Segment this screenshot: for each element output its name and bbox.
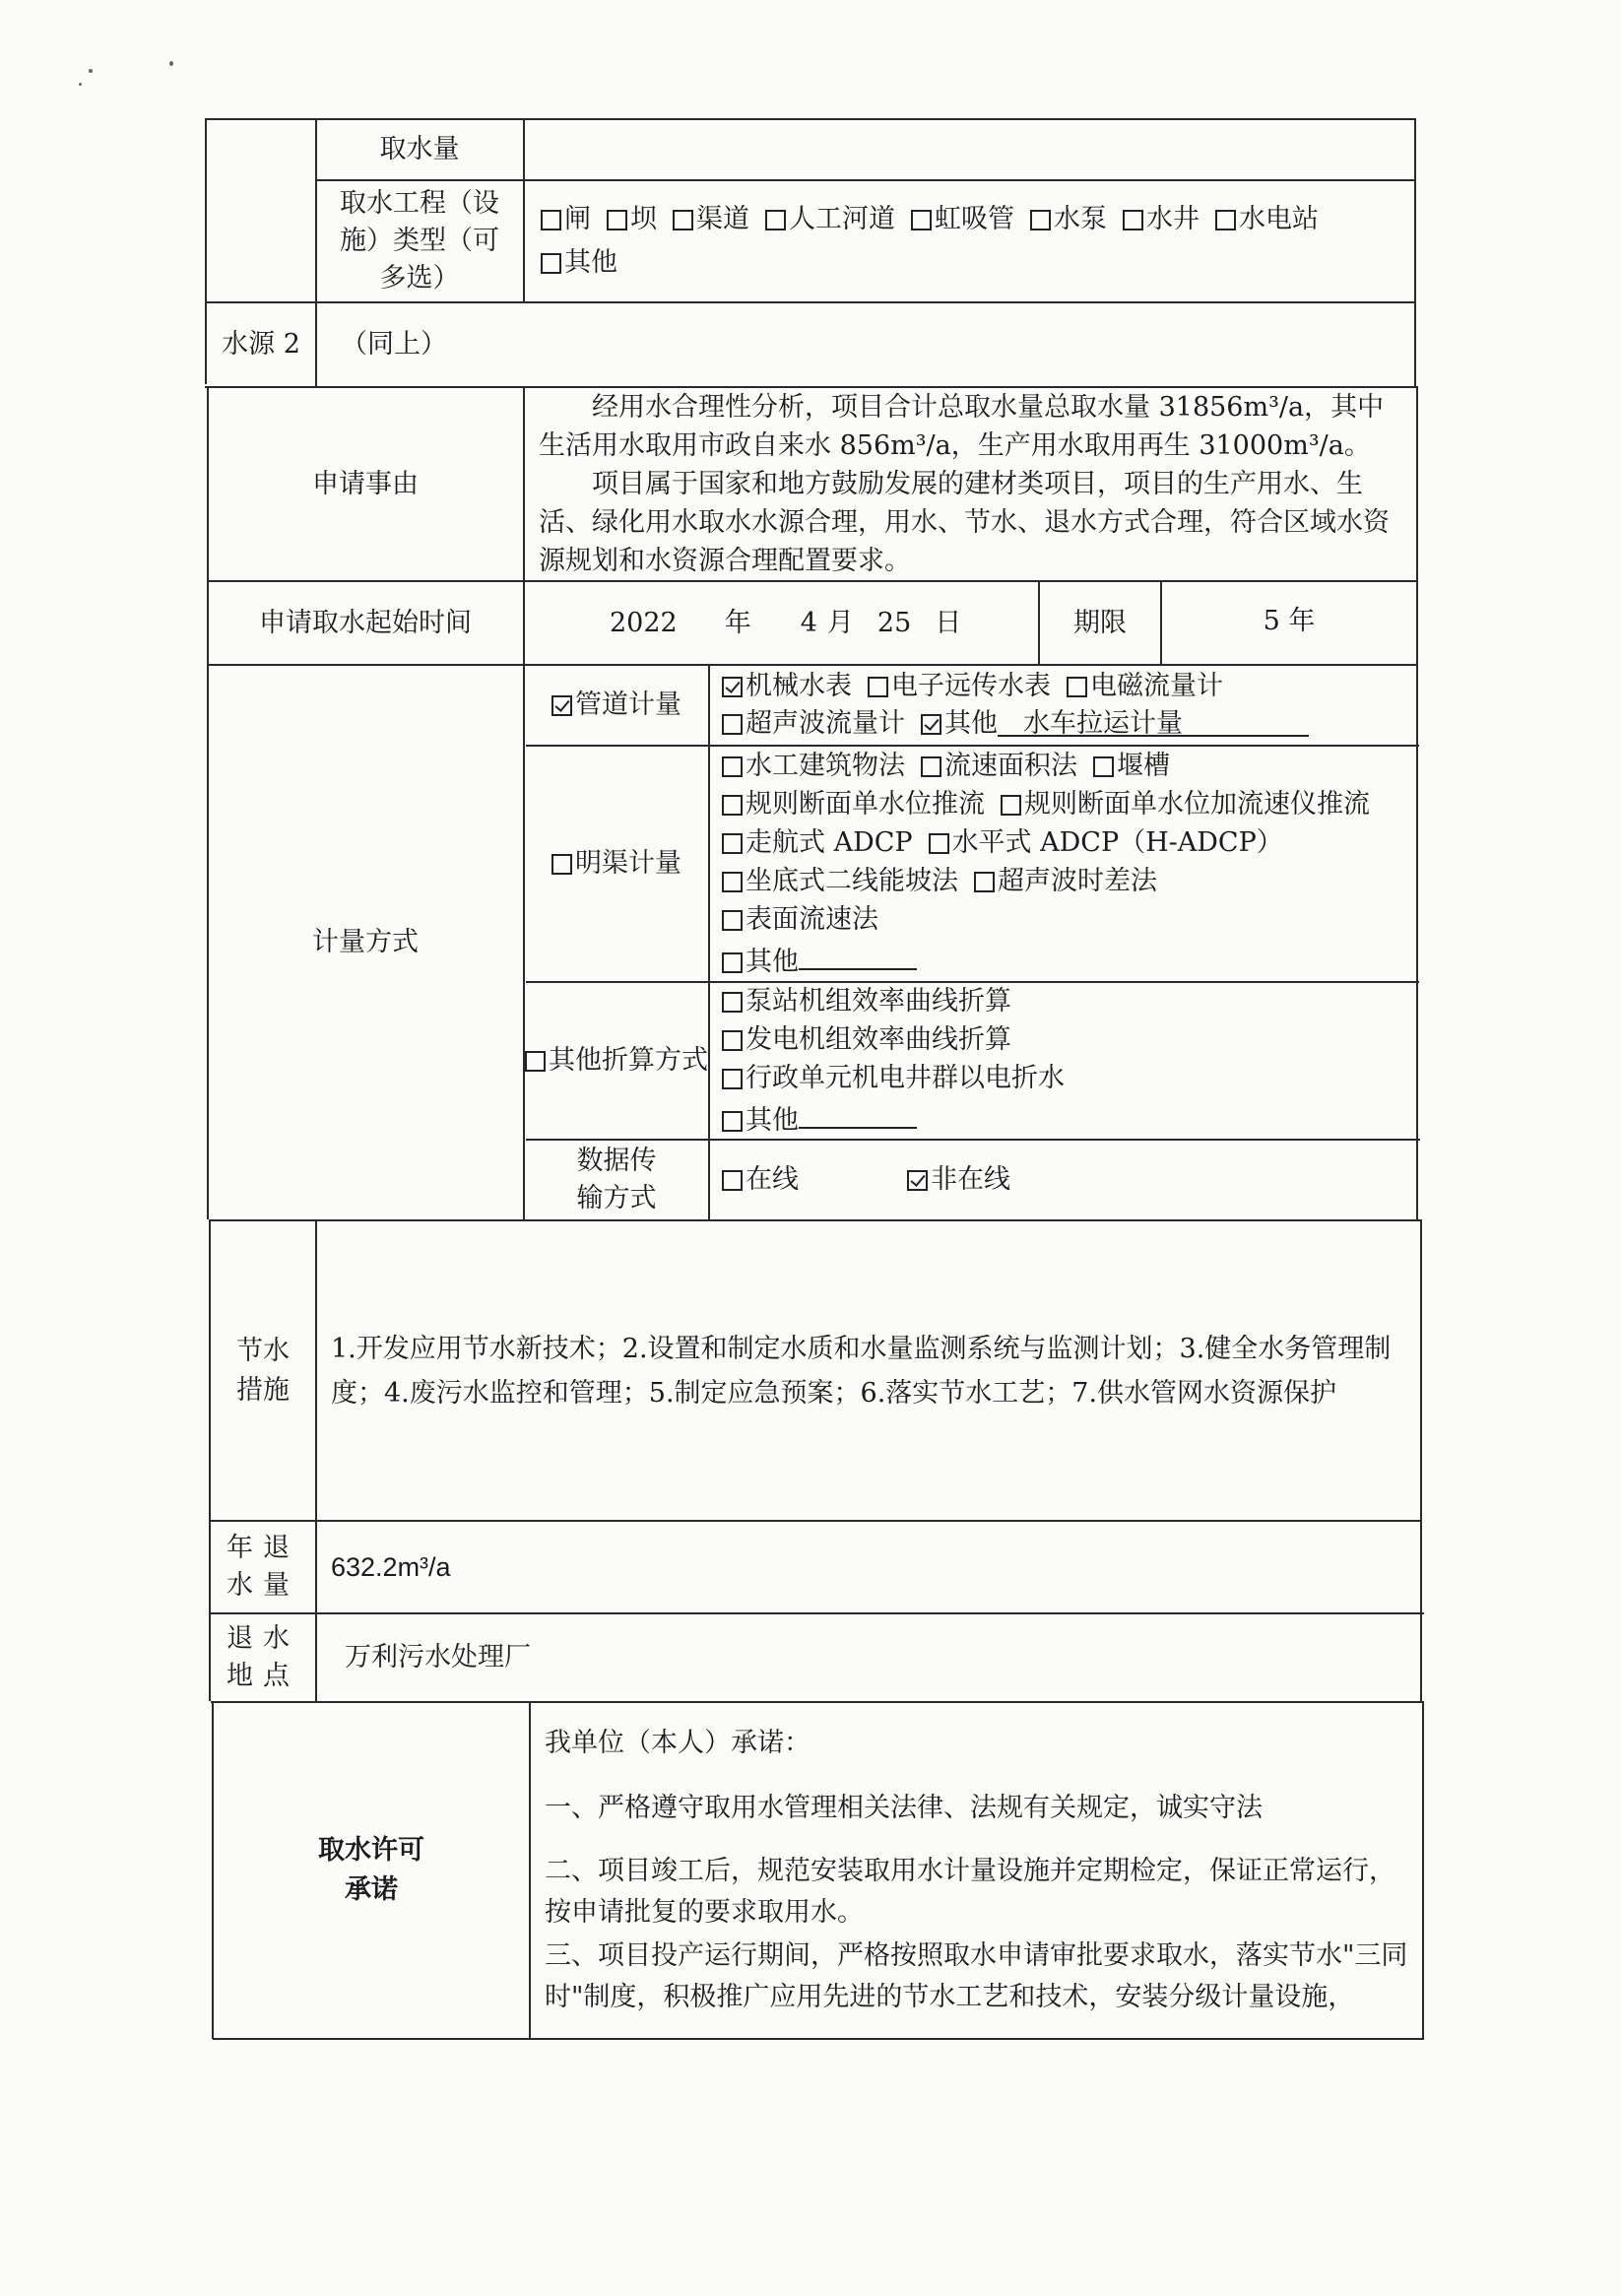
start-time-label: 申请取水起始时间 [259,607,472,638]
scan-speck [89,69,93,73]
other-conversion-option-1-0[interactable] [722,1024,1011,1055]
start-day-unit: 日 [935,607,962,638]
channel-option-2-1-checkbox[interactable] [929,833,949,854]
reason-paragraph-1: 经用水合理性分析，项目合计总取水量总取水量 31856m³/a，其中生活用水取用市政自来水 856m³/a，生产用水取用再生 31000m³/a。 [539,392,1385,461]
channel-option-0-0-checkbox[interactable] [722,756,743,777]
source2-label: 水源 2 [222,329,300,360]
pipe-option-3-text: 超声波流量计 [746,708,905,739]
facility-type-label: 取水工程（设施）类型（可多选） [340,188,499,294]
commitment-label: 取水许可 承诺 [318,1835,424,1905]
facility-option-0[interactable] [541,198,591,241]
other-conversion-option-0-0-checkbox[interactable] [722,992,743,1013]
channel-option-3-1-text: 超声波时差法 [998,866,1157,896]
other-conversion-option-3-0-checkbox[interactable] [722,1111,743,1132]
other-conversion-option-3-0-text: 其他 [746,1105,799,1136]
transfer-offline-option[interactable]: 非在线 [907,1160,1010,1200]
pipe-option-3[interactable] [722,705,905,743]
pipe-option-3-checkbox[interactable] [722,714,743,735]
channel-option-row [722,939,933,981]
facility-option-3[interactable] [765,198,895,241]
facility-option-6-text: 水井 [1146,204,1200,234]
other-conversion-option-row [722,1097,933,1140]
reason-paragraph-2: 项目属于国家和地方鼓励发展的建材类项目，项目的生产用水、生活、绿化用水取水水源合理，用水、节水、退水方式合理，符合区域水资源规划和水资源合理配置要求。 [539,469,1390,576]
other-conversion-option-row [722,1059,1080,1097]
other-conversion-option-0-0-text: 泵站机组效率曲线折算 [746,986,1011,1017]
facility-option-8[interactable] [541,241,617,285]
facility-option-2-checkbox[interactable] [673,210,693,230]
other-conversion-label[interactable]: 其他折算方式 [525,983,708,1139]
channel-option-0-0-text: 水工建筑物法 [746,751,905,781]
data-transfer-options [710,1141,1415,1219]
commitment-intro: 我单位（本人）承诺： [545,1728,810,1758]
facility-option-8-checkbox[interactable] [541,253,561,274]
other-conversion-option-1-0-checkbox[interactable] [722,1030,743,1051]
pipe-option-2-checkbox[interactable] [1067,677,1087,697]
channel-option-3-0-text: 坐底式二线能坡法 [746,866,958,896]
other-conversion-options [710,983,1415,1139]
scan-speck [169,61,173,66]
water-saving-text: 1.开发应用节水新技术；2.设置和制定水质和水量监测系统与监测计划；3.健全水务管理制度；4.废污水监控和管理；5.制定应急预案；6.落实节水工艺；7.供水管网水资源保护 [331,1333,1392,1409]
pipe-option-0[interactable] [722,668,852,705]
start-day: 25 [876,607,912,638]
other-conversion-option-2-0-checkbox[interactable] [722,1069,743,1089]
channel-option-1-0-checkbox[interactable] [722,795,743,816]
other-conversion-option-2-0[interactable] [722,1063,1065,1093]
other-conversion-option-3-0-blank[interactable] [799,1097,917,1129]
facility-option-5[interactable] [1030,198,1107,241]
start-year: 2022 [610,607,678,638]
channel-option-2-0-checkbox[interactable] [722,833,743,854]
start-time-date [525,582,1037,664]
water-saving-label: 节水措施 [236,1335,290,1406]
channel-option-3-0-checkbox[interactable] [722,872,743,892]
facility-option-0-text: 闸 [564,204,591,234]
channel-option-row [722,823,1299,862]
other-conversion-option-2-0-text: 行政单元机电井群以电折水 [746,1063,1065,1093]
channel-option-4-0-checkbox[interactable] [722,910,743,931]
term-label: 期限 [1073,607,1127,638]
channel-option-2-1-text: 水平式 ADCP（H-ADCP） [951,827,1283,858]
pipe-other-value[interactable]: 水车拉运计量 [998,705,1309,737]
commitment-item-2: 二、项目竣工后，规范安装取用水计量设施并定期检定，保证正常运行，按申请批复的要求取用水。 [545,1856,1395,1928]
commitment-text [531,1703,1422,2038]
channel-metering-checkbox[interactable] [551,854,572,875]
channel-option-1-1[interactable] [1001,789,1370,820]
commitment-item-3: 三、项目投产运行期间，严格按照取水申请审批要求取水，落实节水"三同时"制度，积极推广应用先进的节水工艺和技术，安装分级计量设施， [545,1940,1408,2012]
channel-option-0-2-text: 堰槽 [1117,751,1170,781]
channel-option-3-1-checkbox[interactable] [974,872,995,892]
channel-option-4-0-text: 表面流速法 [746,904,878,935]
pipe-option-0-checkbox[interactable] [722,677,743,697]
data-transfer-label: 数据传输方式 [576,1146,657,1214]
discharge-place-value: 万利污水处理厂 [345,1642,531,1673]
commitment-item-1: 一、严格遵守取用水管理相关法律、法规有关规定，诚实守法 [545,1793,1263,1823]
facility-option-6-checkbox[interactable] [1123,210,1143,230]
facility-option-1-text: 坝 [630,204,657,234]
channel-option-0-1-text: 流速面积法 [944,751,1077,781]
channel-option-1-0-text: 规则断面单水位推流 [746,789,985,820]
channel-option-4-0[interactable] [722,904,878,935]
other-conversion-option-row [722,1020,1027,1059]
facility-option-6[interactable] [1123,198,1200,241]
reason-label: 申请事由 [312,468,419,499]
pipe-option-2[interactable] [1067,668,1223,705]
channel-option-0-1[interactable] [921,751,1077,781]
transfer-online-option[interactable]: 在线 [722,1160,799,1200]
channel-option-row [722,747,1186,785]
channel-option-3-1[interactable] [974,866,1157,896]
metering-label: 计量方式 [312,927,419,957]
facility-option-2[interactable] [673,198,749,241]
channel-option-1-1-checkbox[interactable] [1001,795,1021,816]
pipe-metering-label[interactable]: 管道计量 [525,666,708,745]
facility-type-options [525,181,1413,301]
start-year-unit: 年 [724,607,751,638]
discharge-amount-value: 632.2m³/a [331,1552,451,1582]
term-value: 5 年 [1263,606,1316,636]
pipe-option-1[interactable] [868,668,1051,705]
channel-option-3-0[interactable] [722,866,958,896]
facility-option-8-text: 其他 [564,247,617,278]
pipe-option-0-text: 机械水表 [746,671,852,701]
channel-option-5-0-checkbox[interactable] [722,952,743,973]
intake-quantity-label: 取水量 [379,134,460,164]
channel-option-0-0[interactable] [722,751,905,781]
channel-option-1-1-text: 规则断面单水位加流速仪推流 [1024,789,1370,820]
discharge-place-label: 退水地点 [227,1623,299,1691]
channel-option-row [722,785,1386,823]
channel-option-row [722,900,894,939]
other-conversion-option-0-0[interactable] [722,986,1011,1017]
channel-metering-label[interactable]: 明渠计量 [525,747,708,981]
discharge-amount-label: 年退水量 [227,1533,299,1601]
facility-option-5-text: 水泵 [1054,204,1107,234]
source2-value: （同上） [341,329,447,360]
intake-quantity-value[interactable] [525,120,1413,179]
channel-option-0-1-checkbox[interactable] [921,756,941,777]
other-conversion-option-row [722,982,1027,1020]
facility-option-5-checkbox[interactable] [1030,210,1051,230]
other-conversion-option-1-0-text: 发电机组效率曲线折算 [746,1024,1011,1055]
channel-option-2-0-text: 走航式 ADCP [746,827,913,858]
facility-option-3-checkbox[interactable] [765,210,786,230]
scan-speck [79,83,82,86]
reason-text [525,388,1415,580]
facility-option-7-text: 水电站 [1239,204,1319,234]
transfer-offline-checkbox[interactable] [907,1170,928,1191]
facility-option-4[interactable] [911,198,1014,241]
facility-option-1[interactable] [607,198,657,241]
channel-option-2-0[interactable] [722,827,913,858]
channel-option-0-2[interactable] [1093,751,1170,781]
pipe-metering-checkbox[interactable] [551,695,572,716]
channel-option-5-0-text: 其他 [746,947,799,977]
pipe-option-2-text: 电磁流量计 [1090,671,1223,701]
transfer-online-checkbox[interactable] [722,1170,743,1191]
channel-option-5-0[interactable] [722,947,917,977]
start-month-unit: 月 [826,607,854,638]
channel-option-5-0-blank[interactable] [799,939,917,970]
facility-option-4-text: 虹吸管 [935,204,1014,234]
start-month: 4 [800,607,817,638]
pipe-other-checkbox[interactable] [921,714,941,735]
pipe-metering-options [710,666,1415,745]
channel-option-2-1[interactable] [929,827,1283,858]
channel-option-0-2-checkbox[interactable] [1093,756,1114,777]
facility-option-0-checkbox[interactable] [541,210,561,230]
facility-option-7-checkbox[interactable] [1215,210,1236,230]
channel-option-row [722,862,1173,900]
pipe-option-1-checkbox[interactable] [868,677,888,697]
pipe-option-other[interactable]: 其他 水车拉运计量 [921,705,1309,743]
facility-option-1-checkbox[interactable] [607,210,627,230]
facility-option-3-text: 人工河道 [789,204,895,234]
other-conversion-checkbox[interactable] [525,1051,546,1072]
facility-option-2-text: 渠道 [696,204,749,234]
pipe-option-1-text: 电子远传水表 [891,671,1051,701]
channel-metering-options [710,747,1415,981]
facility-option-4-checkbox[interactable] [911,210,932,230]
other-conversion-option-3-0[interactable] [722,1105,917,1136]
channel-option-1-0[interactable] [722,789,985,820]
facility-option-7[interactable] [1215,198,1319,241]
